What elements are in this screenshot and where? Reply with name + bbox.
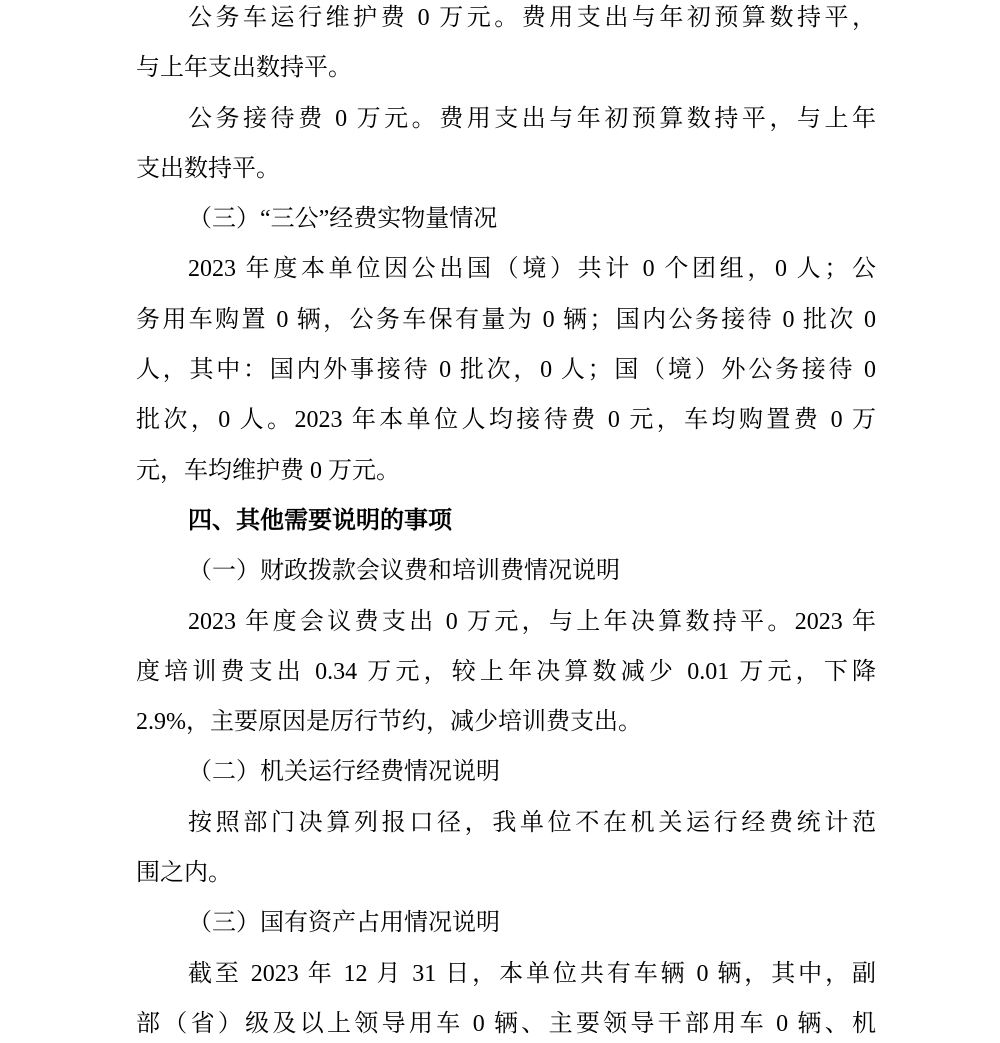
text-line: 支出数持平。 [136,155,280,182]
text-line: 批次，0 人。2023 年本单位人均接待费 0 元，车均购置费 0 万 [136,407,876,434]
text-line: 围之内。 [136,860,232,887]
document-body [136,0,876,1042]
text-line: 公务接待费 0 万元。费用支出与年初预算数持平，与上年 [188,105,876,132]
section-operating-funds [136,754,876,905]
text-line: 按照部门决算列报口径，我单位不在机关运行经费统计范 [188,809,876,836]
text-line: 2023 年度会议费支出 0 万元，与上年决算数持平。2023 年 [188,608,876,635]
text-line: 部（省）级及以上领导用车 0 辆、主要领导干部用车 0 辆、机 [136,1010,876,1037]
text-line: 截至 2023 年 12 月 31 日，本单位共有车辆 0 辆，其中，副 [188,960,876,987]
text-line: 与上年支出数持平。 [136,55,352,82]
text-line: 2.9%，主要原因是厉行节约，减少培训费支出。 [136,709,642,736]
text-line: 度培训费支出 0.34 万元，较上年决算数减少 0.01 万元，下降 [136,658,876,685]
section-heading: （二）机关运行经费情况说明 [188,759,500,786]
text-line: 元，车均维护费 0 万元。 [136,457,400,484]
section-meeting-training [136,553,876,754]
section-heading: （三）国有资产占用情况说明 [188,910,500,937]
text-line: 公务车运行维护费 0 万元。费用支出与年初预算数持平， [188,5,876,31]
section-state-assets [136,905,876,1042]
section-heading: （一）财政拨款会议费和培训费情况说明 [188,558,620,585]
section-other-matters-heading [136,503,876,553]
section-physical-quantity [136,201,876,503]
chapter-heading: 四、其他需要说明的事项 [188,507,452,534]
paragraph-reception [136,101,876,202]
text-line: 2023 年度本单位因公出国（境）共计 0 个团组，0 人；公 [188,256,876,283]
text-line: 务用车购置 0 辆，公务车保有量为 0 辆；国内公务接待 0 批次 0 [136,306,876,333]
paragraph-vehicle-maintenance [136,0,876,101]
text-line: 人，其中：国内外事接待 0 批次，0 人；国（境）外公务接待 0 [136,357,876,384]
section-heading: （三）“三公”经费实物量情况 [188,206,498,233]
